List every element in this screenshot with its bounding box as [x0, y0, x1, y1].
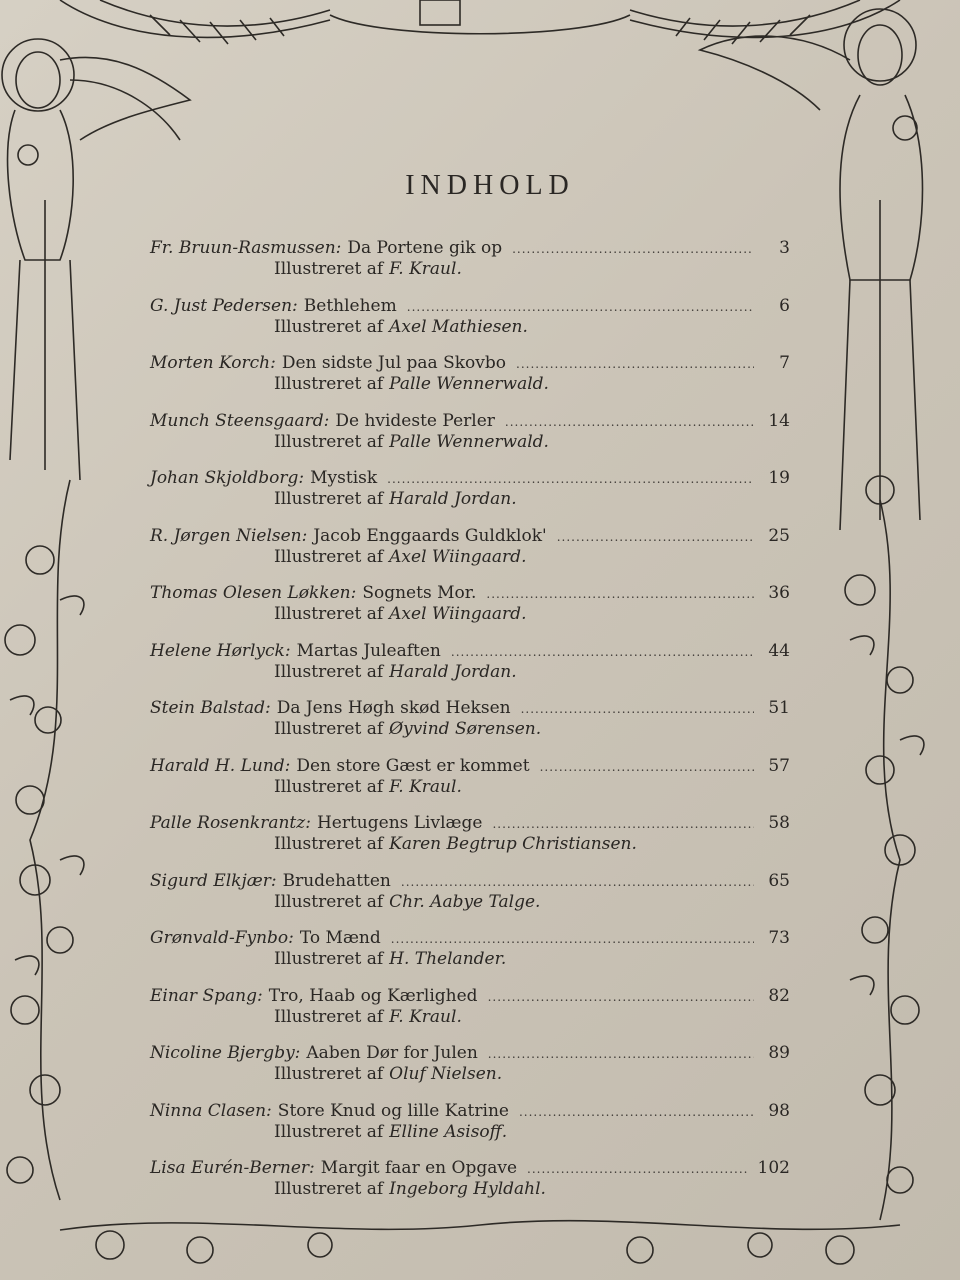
entry-illustrator: H. Thelander.: [389, 949, 507, 969]
entry-page-number: 89: [768, 1043, 790, 1063]
entry-illustrator-line: [274, 662, 790, 682]
entry-author: Harald H. Lund:: [150, 755, 291, 776]
illustrated-by-label: Illustreret af: [274, 1064, 384, 1084]
illustrated-by-label: Illustreret af: [274, 1179, 384, 1199]
page-title: INDHOLD: [405, 170, 575, 201]
entry-illustrator: Palle Wennerwald.: [389, 374, 549, 394]
contents-entry: [150, 1158, 790, 1216]
dot-leader: [407, 300, 754, 314]
entry-illustrator: Axel Mathiesen.: [389, 316, 528, 337]
entry-illustrator-line: [274, 834, 790, 854]
wings-top-icon: [60, 0, 900, 44]
contents-entry: [150, 641, 790, 699]
entry-illustrator: F. Kraul.: [389, 776, 462, 797]
illustrated-by-label: Illustreret af: [274, 431, 384, 452]
dot-leader: [557, 530, 754, 544]
entry-illustrator: F. Kraul.: [389, 1006, 462, 1027]
illustrated-by-label: Illustreret af: [274, 719, 384, 739]
entry-story-title: Margit faar en Opgave: [320, 1158, 518, 1178]
entry-story-title: Da Jens Høgh skød Heksen: [276, 698, 511, 718]
contents-entry: [150, 296, 790, 354]
entry-main-line: [150, 871, 790, 891]
entry-story-title: Mystisk: [310, 468, 378, 488]
entry-story-title: Jacob Enggaards Guldklok': [313, 525, 547, 546]
entry-illustrator-line: [274, 432, 790, 452]
dot-leader: [488, 1047, 754, 1061]
entry-author: Einar Spang:: [150, 985, 263, 1006]
entry-page-number: 65: [768, 870, 790, 891]
contents-entry: [150, 813, 790, 871]
entry-story-title: De hvideste Perler: [335, 410, 495, 431]
entry-illustrator-line: [274, 892, 790, 912]
entry-illustrator-line: [274, 1122, 790, 1142]
floral-border-bottom-icon: [60, 1221, 900, 1264]
entry-illustrator: F. Kraul.: [389, 259, 462, 279]
dot-leader: [486, 587, 754, 601]
contents-entry: [150, 1101, 790, 1159]
illustrated-by-label: Illustreret af: [274, 891, 384, 912]
entry-main-line: [150, 526, 790, 546]
entry-author: R. Jørgen Nielsen:: [150, 525, 308, 546]
dot-leader: [451, 645, 754, 659]
dot-leader: [391, 932, 754, 946]
contents-entry: [150, 411, 790, 469]
entry-main-line: [150, 756, 790, 776]
entry-main-line: [150, 296, 790, 316]
illustrated-by-label: Illustreret af: [274, 259, 384, 279]
entry-illustrator-line: [274, 604, 790, 624]
entry-illustrator-line: [274, 259, 790, 279]
illustrated-by-label: Illustreret af: [274, 489, 384, 509]
entry-author: Lisa Eurén-Berner:: [150, 1158, 315, 1178]
entry-illustrator: Ingeborg Hyldahl.: [389, 1179, 546, 1199]
entry-story-title: Den store Gæst er kommet: [296, 755, 530, 776]
floral-border-left-icon: [5, 480, 84, 1200]
entry-page-number: 57: [768, 755, 790, 776]
contents-entry: [150, 1043, 790, 1101]
illustrated-by-label: Illustreret af: [274, 949, 384, 969]
illustrated-by-label: Illustreret af: [274, 661, 384, 682]
entry-page-number: 6: [779, 295, 790, 316]
entry-author: Helene Hørlyck:: [150, 640, 291, 661]
entry-illustrator: Karen Begtrup Christiansen.: [389, 834, 637, 854]
table-of-contents: [150, 160, 790, 1216]
illustrated-by-label: Illustreret af: [274, 1006, 384, 1027]
illustrated-by-label: Illustreret af: [274, 374, 384, 394]
contents-entry: [150, 928, 790, 986]
contents-entry: [150, 871, 790, 929]
entry-page-number: 14: [768, 410, 790, 431]
entry-illustrator: Axel Wiingaard.: [389, 604, 527, 624]
dot-leader: [401, 875, 754, 889]
entry-main-line: [150, 238, 790, 258]
entry-illustrator-line: [274, 777, 790, 797]
dot-leader: [540, 760, 754, 774]
entry-illustrator: Elline Asisoff.: [389, 1121, 508, 1142]
entry-page-number: 73: [768, 928, 790, 948]
entry-main-line: [150, 411, 790, 431]
entry-illustrator-line: [274, 374, 790, 394]
entry-illustrator-line: [274, 317, 790, 337]
entry-illustrator-line: [274, 1064, 790, 1084]
entry-author: Munch Steensgaard:: [150, 410, 330, 431]
entry-story-title: Da Portene gik op: [347, 238, 503, 258]
entry-story-title: Hertugens Livlæge: [316, 813, 483, 833]
entry-main-line: [150, 698, 790, 718]
entry-story-title: Den sidste Jul paa Skovbo: [281, 353, 506, 373]
entry-story-title: Tro, Haab og Kærlighed: [268, 985, 478, 1006]
entry-illustrator: Oluf Nielsen.: [389, 1064, 503, 1084]
entry-page-number: 102: [757, 1158, 790, 1178]
entry-author: G. Just Pedersen:: [150, 295, 298, 316]
dot-leader: [505, 415, 754, 429]
contents-entry: [150, 526, 790, 584]
entry-story-title: Store Knud og lille Katrine: [277, 1100, 509, 1121]
entry-illustrator: Palle Wennerwald.: [389, 431, 549, 452]
contents-entry: [150, 468, 790, 526]
illustrated-by-label: Illustreret af: [274, 604, 384, 624]
entry-story-title: Bethlehem: [303, 295, 397, 316]
illustrated-by-label: Illustreret af: [274, 834, 384, 854]
entry-author: Grønvald-Fynbo:: [150, 928, 294, 948]
entry-illustrator-line: [274, 719, 790, 739]
entry-story-title: Sognets Mor.: [362, 583, 477, 603]
contents-entry: [150, 756, 790, 814]
entry-main-line: [150, 353, 790, 373]
entry-author: Ninna Clasen:: [150, 1100, 272, 1121]
contents-list: [150, 238, 790, 1216]
entry-main-line: [150, 1043, 790, 1063]
entry-illustrator-line: [274, 489, 790, 509]
dot-leader: [527, 1162, 748, 1176]
dot-leader: [488, 990, 754, 1004]
entry-main-line: [150, 813, 790, 833]
entry-page-number: 98: [768, 1100, 790, 1121]
entry-illustrator: Øyvind Sørensen.: [389, 719, 542, 739]
entry-illustrator: Chr. Aabye Talge.: [389, 891, 541, 912]
contents-entry: [150, 986, 790, 1044]
entry-main-line: [150, 1158, 790, 1178]
entry-main-line: [150, 583, 790, 603]
entry-page-number: 7: [779, 353, 790, 373]
entry-author: Thomas Olesen Løkken:: [150, 583, 357, 603]
entry-page-number: 82: [768, 985, 790, 1006]
entry-illustrator: Axel Wiingaard.: [389, 546, 527, 567]
entry-main-line: [150, 1101, 790, 1121]
dot-leader: [521, 702, 754, 716]
illustrated-by-label: Illustreret af: [274, 1121, 384, 1142]
illustrated-by-label: Illustreret af: [274, 316, 384, 337]
entry-main-line: [150, 986, 790, 1006]
entry-author: Sigurd Elkjær:: [150, 870, 277, 891]
dot-leader: [516, 357, 754, 371]
entry-author: Morten Korch:: [150, 353, 276, 373]
contents-entry: [150, 238, 790, 296]
dot-leader: [492, 817, 754, 831]
entry-main-line: [150, 468, 790, 488]
entry-story-title: Aaben Dør for Julen: [306, 1043, 478, 1063]
entry-page-number: 25: [768, 525, 790, 546]
entry-illustrator-line: [274, 1007, 790, 1027]
contents-entry: [150, 698, 790, 756]
dot-leader: [519, 1105, 754, 1119]
entry-page-number: 51: [768, 698, 790, 718]
entry-page-number: 58: [768, 813, 790, 833]
entry-page-number: 36: [768, 583, 790, 603]
entry-author: Nicoline Bjergby:: [150, 1043, 301, 1063]
illustrated-by-label: Illustreret af: [274, 776, 384, 797]
entry-illustrator-line: [274, 949, 790, 969]
entry-story-title: Martas Juleaften: [296, 640, 441, 661]
entry-author: Palle Rosenkrantz:: [150, 813, 311, 833]
entry-author: Fr. Bruun-Rasmussen:: [150, 238, 342, 258]
entry-page-number: 3: [779, 238, 790, 258]
entry-author: Johan Skjoldborg:: [150, 468, 305, 488]
floral-border-right-icon: [845, 476, 924, 1220]
entry-main-line: [150, 928, 790, 948]
entry-author: Stein Balstad:: [150, 698, 271, 718]
entry-illustrator: Harald Jordan.: [389, 489, 517, 509]
entry-illustrator: Harald Jordan.: [389, 661, 517, 682]
entry-illustrator-line: [274, 1179, 790, 1199]
entry-story-title: Brudehatten: [282, 870, 391, 891]
entry-page-number: 19: [768, 468, 790, 488]
entry-main-line: [150, 641, 790, 661]
dot-leader: [387, 472, 754, 486]
entry-story-title: To Mænd: [299, 928, 381, 948]
entry-illustrator-line: [274, 547, 790, 567]
dot-leader: [512, 242, 754, 256]
contents-entry: [150, 353, 790, 411]
illustrated-by-label: Illustreret af: [274, 546, 384, 567]
entry-page-number: 44: [768, 640, 790, 661]
contents-entry: [150, 583, 790, 641]
